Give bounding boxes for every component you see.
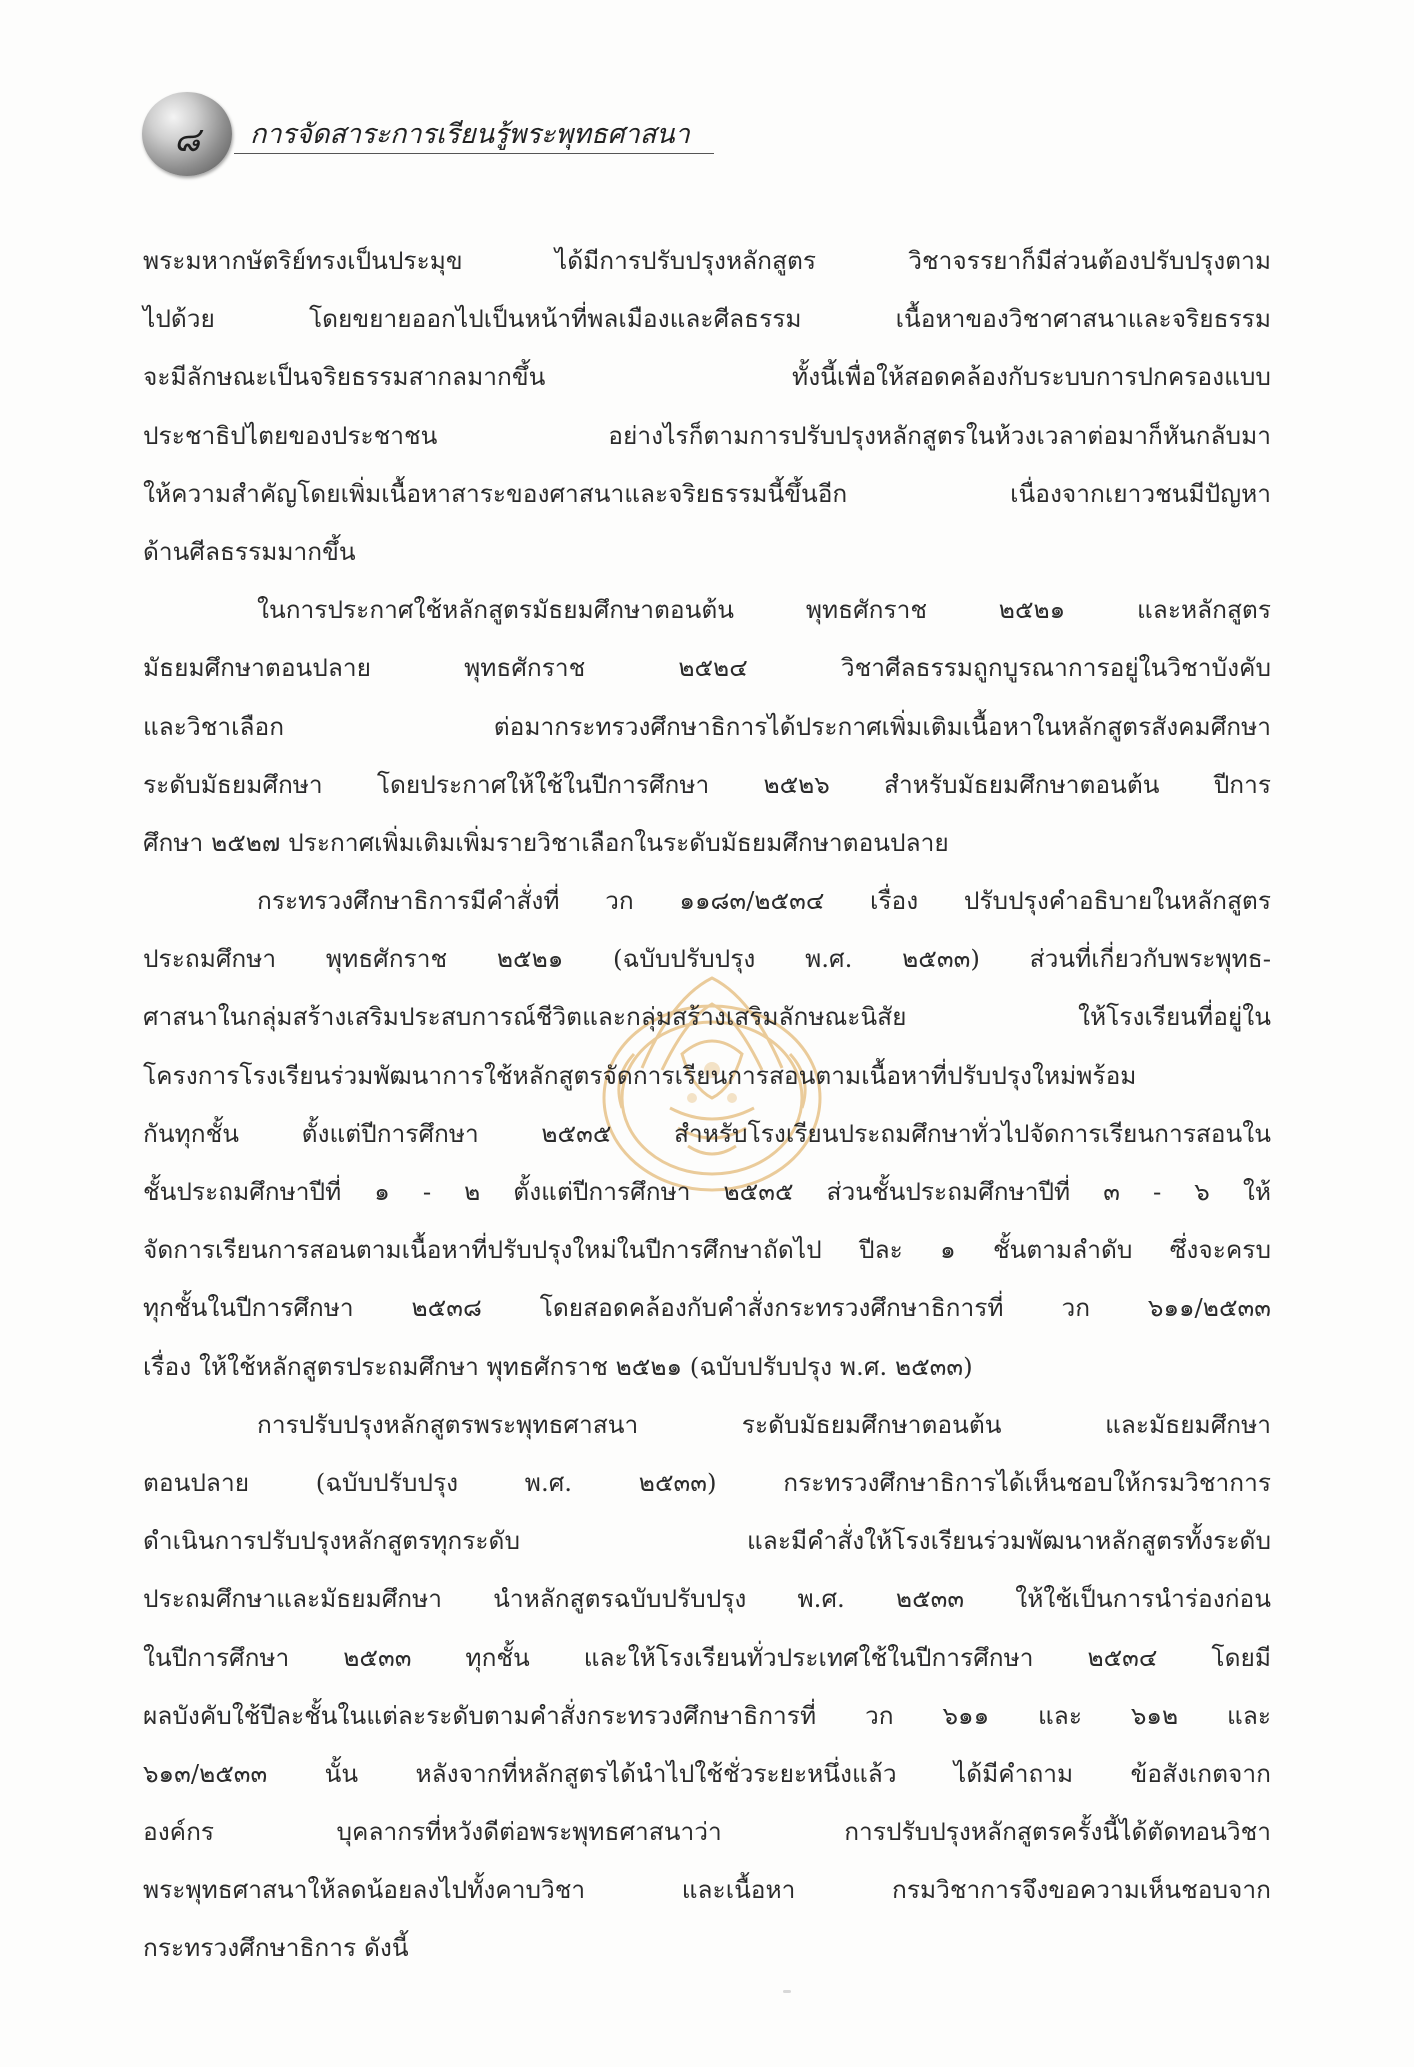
text-line: ชั้นประถมศึกษาปีที่ ๑ - ๒ ตั้งแต่ปีการศึกษา ๒๕๓๕ ส่วนชั้นประถมศึกษาปีที่ ๓ - ๖ ให้ [143, 1177, 1271, 1206]
text-line: ไปด้วย โดยขยายออกไปเป็นหน้าที่พลเมืองและศีลธรรม เนื้อหาของวิชาศาสนาและจริยธรรม [143, 304, 1271, 334]
text-line: ประถมศึกษา พุทธศักราช ๒๕๒๑ (ฉบับปรับปรุง พ.ศ. ๒๕๓๓) ส่วนที่เกี่ยวกับพระพุทธ- [143, 944, 1271, 974]
page-header [142, 92, 690, 178]
text-line: กันทุกชั้น ตั้งแต่ปีการศึกษา ๒๕๓๕ สำหรับโรงเรียนประถมศึกษาทั่วไปจัดการเรียนการสอนใน [143, 1118, 1271, 1148]
header-underline [234, 153, 714, 154]
text-line: ศึกษา ๒๕๒๗ ประกาศเพิ่มเติมเพิ่มรายวิชาเลือกในระดับมัธยมศึกษาตอนปลาย [143, 827, 949, 857]
text-line: ทุกชั้นในปีการศึกษา ๒๕๓๘ โดยสอดคล้องกับคำสั่งกระทรวงศึกษาธิการที่ วก ๖๑๑/๒๕๓๓ [143, 1293, 1271, 1323]
text-line: การปรับปรุงหลักสูตรพระพุทธศาสนา ระดับมัธยมศึกษาตอนต้น และมัธยมศึกษา [257, 1409, 1271, 1439]
text-line: ประชาธิปไตยของประชาชน อย่างไรก็ตามการปรับปรุงหลักสูตรในห้วงเวลาต่อมาก็หันกลับมา [143, 420, 1271, 450]
text-line: พระพุทธศาสนาให้ลดน้อยลงไปทั้งคาบวิชา และเนื้อหา กรมวิชาการจึงขอความเห็นชอบจาก [143, 1875, 1271, 1905]
text-line: และวิชาเลือก ต่อมากระทรวงศึกษาธิการได้ประกาศเพิ่มเติมเนื้อหาในหลักสูตรสังคมศึกษา [143, 711, 1271, 741]
text-line: ๖๑๓/๒๕๓๓ นั้น หลังจากที่หลักสูตรได้นำไปใช้ชั่วระยะหนึ่งแล้ว ได้มีคำถาม ข้อสังเกตจาก [143, 1758, 1271, 1788]
paragraph [143, 232, 1271, 581]
paragraph [143, 581, 1271, 872]
text-line: จะมีลักษณะเป็นจริยธรรมสากลมากขึ้น ทั้งนี้เพื่อให้สอดคล้องกับระบบการปกครองแบบ [143, 362, 1271, 392]
text-line: พระมหากษัตริย์ทรงเป็นประมุข ได้มีการปรับปรุงหลักสูตร วิชาจรรยาก็มีส่วนต้องปรับปรุงตาม [143, 246, 1271, 275]
paragraph [143, 1396, 1271, 1978]
text-line: เรื่อง ให้ใช้หลักสูตรประถมศึกษา พุทธศักราช ๒๕๒๑ (ฉบับปรับปรุง พ.ศ. ๒๕๓๓) [143, 1351, 973, 1381]
page-number: ๘ [173, 120, 201, 160]
text-line: ระดับมัธยมศึกษา โดยประกาศให้ใช้ในปีการศึกษา ๒๕๒๖ สำหรับมัธยมศึกษาตอนต้น ปีการ [143, 769, 1271, 799]
paragraph [143, 872, 1271, 1396]
text-line: มัธยมศึกษาตอนปลาย พุทธศักราช ๒๕๒๔ วิชาศีลธรรมถูกบูรณาการอยู่ในวิชาบังคับ [143, 653, 1271, 683]
text-line: ด้านศีลธรรมมากขึ้น [143, 536, 356, 566]
text-line: องค์กร บุคลากรที่หวังดีต่อพระพุทธศาสนาว่า การปรับปรุงหลักสูตรครั้งนี้ได้ตัดทอนวิชา [143, 1817, 1271, 1847]
text-line: จัดการเรียนการสอนตามเนื้อหาที่ปรับปรุงใหม่ในปีการศึกษาถัดไป ปีละ ๑ ชั้นตามลำดับ ซึ่งจะครบ [143, 1235, 1271, 1265]
running-header-title: การจัดสาระการเรียนรู้พระพุทธศาสนา [250, 119, 690, 150]
text-line: ในการประกาศใช้หลักสูตรมัธยมศึกษาตอนต้น พุทธศักราช ๒๕๒๑ และหลักสูตร [257, 595, 1271, 625]
text-line: โครงการโรงเรียนร่วมพัฒนาการใช้หลักสูตรจัดการเรียนการสอนตามเนื้อหาที่ปรับปรุงใหม่พร้อม [143, 1060, 1137, 1090]
text-line: กระทรวงศึกษาธิการ ดังนี้ [143, 1933, 409, 1963]
text-line: ให้ความสำคัญโดยเพิ่มเนื้อหาสาระของศาสนาและจริยธรรมนี้ขึ้นอีก เนื่องจากเยาวชนมีปัญหา [143, 478, 1271, 508]
text-line: ประถมศึกษาและมัธยมศึกษา นำหลักสูตรฉบับปรับปรุง พ.ศ. ๒๕๓๓ ให้ใช้เป็นการนำร่องก่อน [143, 1584, 1271, 1614]
text-line: ดำเนินการปรับปรุงหลักสูตรทุกระดับ และมีคำสั่งให้โรงเรียนร่วมพัฒนาหลักสูตรทั้งระดับ [143, 1526, 1271, 1556]
text-line: ผลบังคับใช้ปีละชั้นในแต่ละระดับตามคำสั่งกระทรวงศึกษาธิการที่ วก ๖๑๑ และ ๖๑๒ และ [143, 1700, 1271, 1730]
scan-speck [783, 1990, 791, 1993]
text-line: ในปีการศึกษา ๒๕๓๓ ทุกชั้น และให้โรงเรียนทั่วประเทศใช้ในปีการศึกษา ๒๕๓๔ โดยมี [143, 1642, 1271, 1672]
body-text [143, 232, 1271, 1978]
text-line: กระทรวงศึกษาธิการมีคำสั่งที่ วก ๑๑๘๓/๒๕๓๔ เรื่อง ปรับปรุงคำอธิบายในหลักสูตร [257, 886, 1271, 916]
text-line: ศาสนาในกลุ่มสร้างเสริมประสบการณ์ชีวิตและกลุ่มสร้างเสริมลักษณะนิสัย ให้โรงเรียนที่อยู่ใน [143, 1002, 1271, 1032]
text-line: ตอนปลาย (ฉบับปรับปรุง พ.ศ. ๒๕๓๓) กระทรวงศึกษาธิการได้เห็นชอบให้กรมวิชาการ [143, 1467, 1271, 1497]
